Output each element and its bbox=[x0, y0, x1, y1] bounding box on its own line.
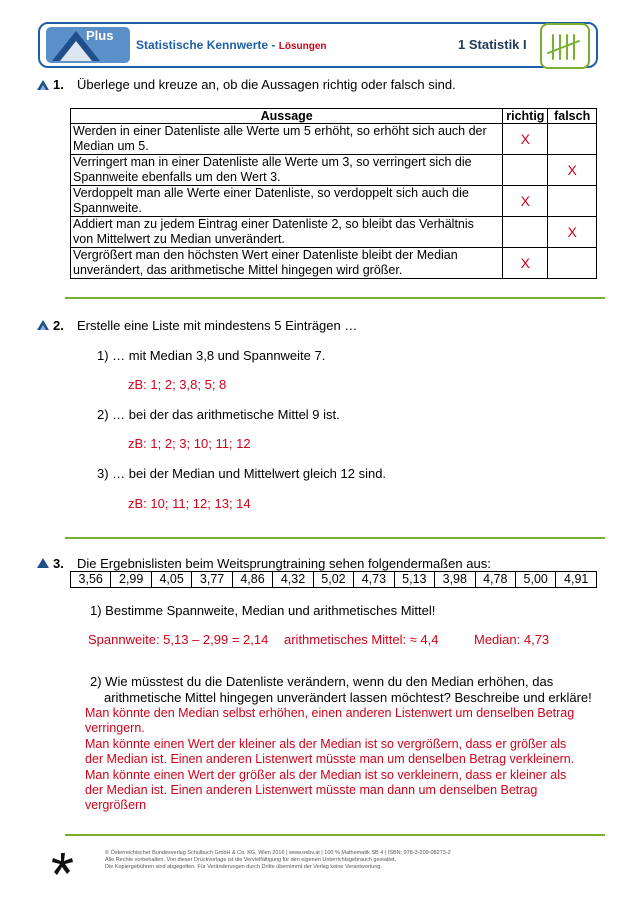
table-row bbox=[71, 186, 597, 217]
task2-answer-3: zB: 10; 11; 12; 13; 14 bbox=[128, 496, 251, 511]
task2-item-2: 2) … bei der das arithmetische Mittel 9 ist. bbox=[97, 407, 340, 422]
task2-answer-1: zB: 1; 2; 3,8; 5; 8 bbox=[128, 377, 227, 392]
task3-answer-text bbox=[85, 706, 605, 814]
value-cell: 4,91 bbox=[556, 572, 597, 588]
value-cell: 3,56 bbox=[71, 572, 111, 588]
section-divider bbox=[65, 297, 605, 299]
footer-line-3: Die Kopiergebühren sind abgegolten. Für Veränderungen durch Dritte übernimmt der Verlag keine Verantwortung. bbox=[105, 864, 383, 870]
falsch-cell bbox=[548, 186, 597, 217]
richtig-cell: X bbox=[503, 186, 548, 217]
footer-line-1: © Österreichischer Bundesverlag Schulbuch GmbH & Co. KG, Wien 2016 | www.oebv.at | 100 % Mathematik SB 4 | ISBN: 978-3-209-08273-2 bbox=[105, 850, 451, 856]
task3-number: 3. bbox=[53, 556, 64, 571]
table-header-row bbox=[71, 109, 597, 124]
answer-line: Man könnte den Median selbst erhöhen, einen anderen Listenwert um denselben Betrag bbox=[85, 706, 575, 720]
task2-number: 2. bbox=[53, 318, 64, 333]
section-divider bbox=[65, 834, 605, 836]
falsch-cell: X bbox=[548, 217, 597, 248]
col-header-falsch: falsch bbox=[548, 109, 597, 124]
answer-spannweite: Spannweite: 5,13 – 2,99 = 2,14 bbox=[88, 632, 269, 647]
value-cell: 5,02 bbox=[313, 572, 353, 588]
statement-cell: Addiert man zu jedem Eintrag einer Datenliste 2, so bleibt das Verhältnis von Mittelwert zu Median unverändert. bbox=[71, 217, 503, 248]
value-cell: 4,05 bbox=[151, 572, 191, 588]
task-difficulty-icon bbox=[37, 80, 49, 90]
answer-line: Man könnte einen Wert der größer als der Median ist so verkleinern, dass er kleiner als bbox=[85, 767, 567, 782]
footer-copyright bbox=[105, 850, 451, 871]
statement-cell: Verdoppelt man alle Werte einer Datenliste, so verdoppelt sich auch die Spannweite. bbox=[71, 186, 503, 217]
falsch-cell bbox=[548, 124, 597, 155]
value-cell: 2,99 bbox=[111, 572, 151, 588]
task2-instruction: Erstelle eine Liste mit mindestens 5 Einträgen … bbox=[77, 318, 358, 333]
answer-median: Median: 4,73 bbox=[474, 632, 550, 647]
richtig-cell: X bbox=[503, 248, 548, 279]
footer-line-2: Alle Rechte vorbehalten. Von dieser Druckvorlage ist die Vervielfältigung für den eigenen Unterrichtsgebrauch gestattet. bbox=[105, 857, 397, 863]
table-row bbox=[71, 248, 597, 279]
value-cell: 3,77 bbox=[192, 572, 232, 588]
table-row bbox=[71, 217, 597, 248]
falsch-cell bbox=[548, 248, 597, 279]
answer-line: der Median ist. Einen anderen Listenwert müsste man dann um denselben Betrag bbox=[85, 783, 538, 798]
chapter-label: 1 Statistik I bbox=[458, 37, 527, 52]
publisher-logo-icon bbox=[52, 853, 74, 877]
task-difficulty-icon bbox=[37, 558, 49, 568]
value-cell: 4,86 bbox=[232, 572, 272, 588]
answer-line: vergrößern bbox=[85, 798, 147, 813]
value-cell: 4,78 bbox=[475, 572, 515, 588]
task2-item-1: 1) … mit Median 3,8 und Spannweite 7. bbox=[97, 348, 326, 363]
value-cell: 4,32 bbox=[273, 572, 313, 588]
results-table bbox=[70, 571, 597, 588]
col-header-richtig: richtig bbox=[503, 109, 548, 124]
statements-table bbox=[70, 108, 597, 279]
task1-instruction: Überlege und kreuze an, ob die Aussagen richtig oder falsch sind. bbox=[77, 77, 456, 92]
table-row bbox=[71, 572, 597, 588]
statement-cell: Werden in einer Datenliste alle Werte um 5 erhöht, so erhöht sich auch der Median um 5. bbox=[71, 124, 503, 155]
task3-question-2-line1: 2) Wie müsstest du die Datenliste verändern, wenn du den Median erhöhen, das bbox=[90, 674, 554, 689]
task-difficulty-icon bbox=[37, 320, 49, 330]
task3-question-1: 1) Bestimme Spannweite, Median und arithmetisches Mittel! bbox=[90, 603, 436, 618]
value-cell: 5,00 bbox=[515, 572, 555, 588]
page-title bbox=[136, 38, 327, 52]
richtig-cell bbox=[503, 217, 548, 248]
table-row bbox=[71, 124, 597, 155]
task2-item-3: 3) … bei der Median und Mittelwert gleich 12 sind. bbox=[97, 466, 387, 481]
statement-cell: Vergrößert man den höchsten Wert einer Datenliste bleibt der Median unverändert, das arithmetische Mittel hingegen wird größer. bbox=[71, 248, 503, 279]
title-subtitle: Lösungen bbox=[278, 41, 327, 52]
col-header-aussage: Aussage bbox=[71, 109, 503, 124]
richtig-cell bbox=[503, 155, 548, 186]
task1-number: 1. bbox=[53, 77, 64, 92]
task3-instruction: Die Ergebnislisten beim Weitsprungtraining sehen folgendermaßen aus: bbox=[77, 556, 491, 571]
title-text: Statistische Kennwerte - bbox=[136, 38, 279, 52]
richtig-cell: X bbox=[503, 124, 548, 155]
task2-answer-2: zB: 1; 2; 3; 10; 11; 12 bbox=[128, 436, 251, 451]
answer-line: Man könnte einen Wert der kleiner als der Median ist so vergrößern, dass er größer als bbox=[85, 736, 567, 751]
falsch-cell: X bbox=[548, 155, 597, 186]
section-divider bbox=[65, 537, 605, 539]
answer-line: verringern. bbox=[85, 721, 145, 736]
value-cell: 4,73 bbox=[354, 572, 394, 588]
answer-line: der Median ist. Einen anderen Listenwert müsste man um denselben Betrag verkleinern. bbox=[85, 752, 575, 767]
value-cell: 3,98 bbox=[435, 572, 475, 588]
task3-question-2-line2: arithmetische Mittel hingegen unverändert lassen möchtest? Beschreibe und erkläre! bbox=[104, 690, 592, 705]
table-row bbox=[71, 155, 597, 186]
logo-text: Plus bbox=[86, 28, 114, 43]
statement-cell: Verringert man in einer Datenliste alle Werte um 3, so verringert sich die Spannweite ebenfalls um den Wert 3. bbox=[71, 155, 503, 186]
value-cell: 5,13 bbox=[394, 572, 434, 588]
tally-marks-icon bbox=[545, 27, 585, 65]
answer-mittel: arithmetisches Mittel: ≈ 4,4 bbox=[284, 632, 439, 647]
